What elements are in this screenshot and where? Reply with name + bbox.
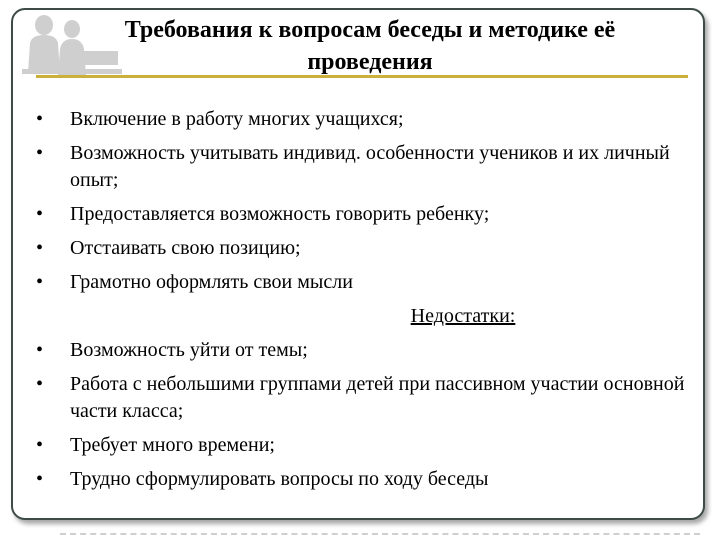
list-item (28, 371, 688, 425)
decorative-bottom-line (60, 533, 700, 535)
list-item (28, 269, 688, 296)
disadvantage-text: Требует много времени; (70, 434, 275, 456)
bullet-icon: • (36, 339, 44, 361)
bullet-icon: • (36, 434, 44, 456)
advantage-text: Грамотно оформлять свои мысли (70, 271, 353, 293)
list-item (28, 432, 688, 459)
slide-title: Требования к вопросам беседы и методике её проведения (124, 17, 616, 75)
bullet-icon: • (36, 203, 44, 225)
list-item (28, 140, 688, 194)
bullet-icon: • (36, 468, 44, 490)
list-item (28, 235, 688, 262)
bullet-icon: • (36, 142, 44, 164)
bullet-icon: • (36, 271, 44, 293)
advantage-text: Включение в работу многих учащихся; (70, 108, 404, 130)
bullet-icon: • (36, 108, 44, 130)
list-item (28, 201, 688, 228)
disadvantage-text: Возможность уйти от темы; (70, 339, 308, 361)
bullet-list (28, 106, 688, 500)
list-item (28, 106, 688, 133)
advantage-text: Возможность учитывать индивид. особенности учеников и их личный опыт; (70, 142, 670, 191)
advantage-text: Отстаивать свою позицию; (70, 237, 301, 259)
title-underline (36, 75, 688, 78)
disadvantages-heading: Недостатки: (410, 305, 516, 327)
bullet-icon: • (36, 237, 44, 259)
bullet-icon: • (36, 373, 44, 395)
disadvantage-text: Трудно сформулировать вопросы по ходу беседы (70, 468, 489, 490)
disadvantage-text: Работа с небольшими группами детей при пассивном участии основной части класса; (70, 373, 685, 422)
advantage-text: Предоставляется возможность говорить ребенку; (70, 203, 490, 225)
list-item (28, 466, 688, 493)
list-item (28, 337, 688, 364)
